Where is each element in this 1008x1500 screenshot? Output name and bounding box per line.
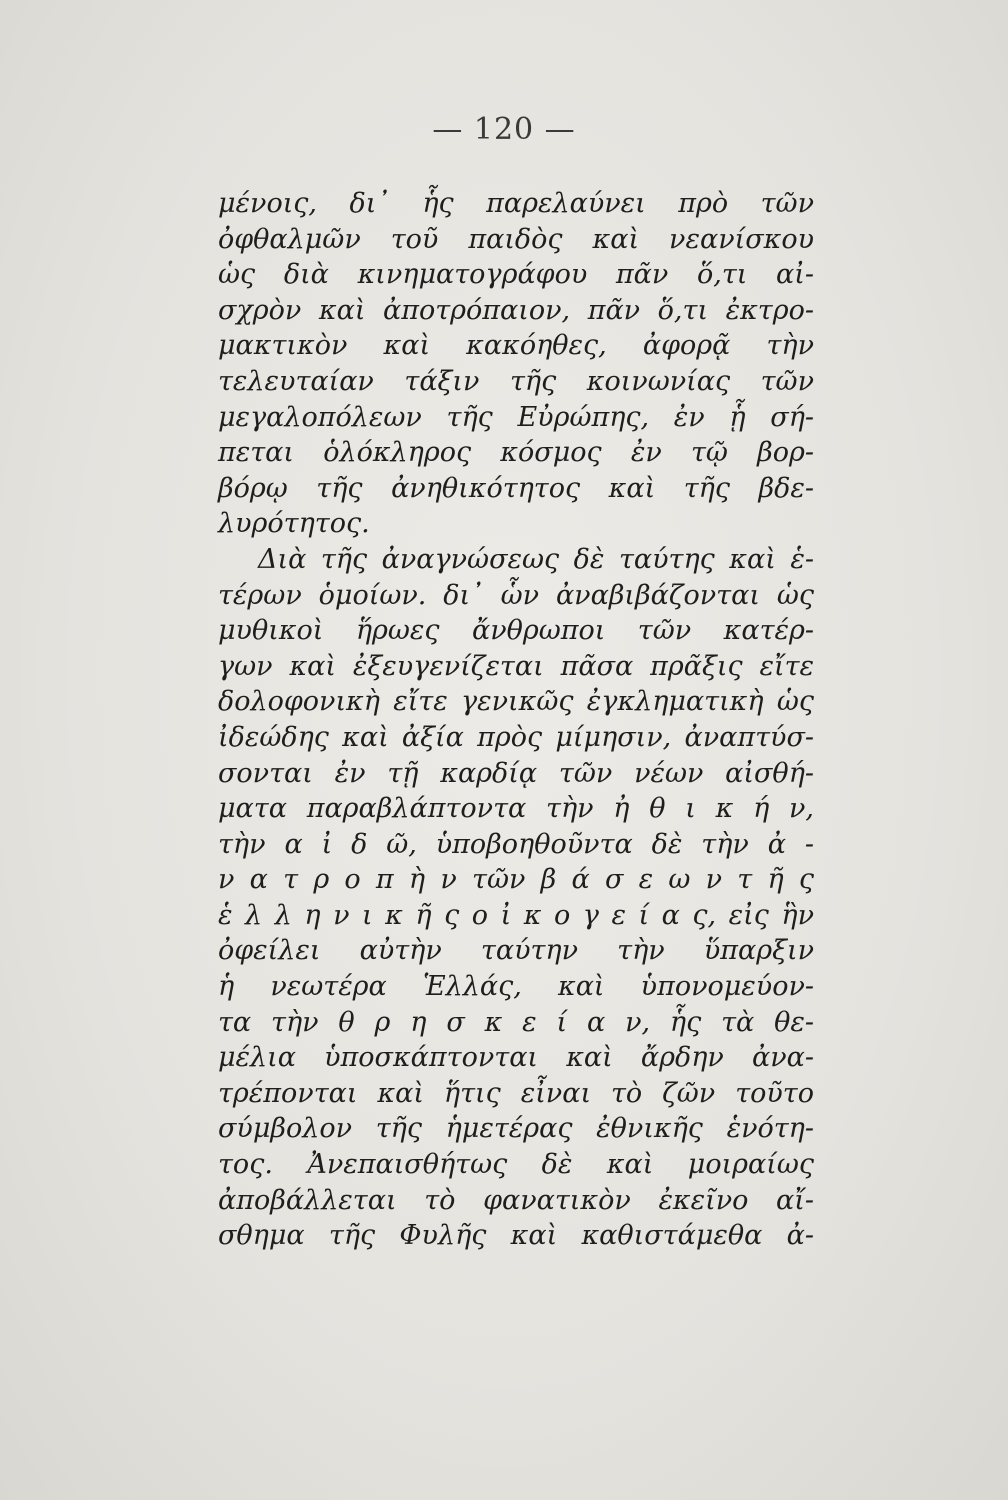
text-line: μέλια ὑποσκάπτονται καὶ ἄρδην ἀνα- — [218, 1042, 814, 1074]
text-line: ματα παραβλάπτοντα τὴν ἠ θ ι κ ή ν, — [218, 793, 814, 825]
text-line: σθημα τῆς Φυλῆς καὶ καθιστάμεθα ἀ- — [218, 1220, 814, 1252]
text-line: ὀφείλει αὐτὴν ταύτην τὴν ὕπαρξιν — [218, 935, 814, 967]
text-line: σονται ἐν τῇ καρδίᾳ τῶν νέων αἰσθή- — [218, 757, 814, 789]
text-line: ἡ νεωτέρα Ἑλλάς, καὶ ὑπονομεύον- — [218, 971, 814, 1003]
text-line: δολοφονικὴ εἴτε γενικῶς ἐγκληματικὴ ὡς — [218, 686, 814, 718]
text-line: τα τὴν θ ρ η σ κ ε ί α ν, ἧς τὰ θε- — [218, 1006, 814, 1038]
text-line: ὀφθαλμῶν τοῦ παιδὸς καὶ νεανίσκου — [218, 223, 814, 255]
text-line: πεται ὁλόκληρος κόσμος ἐν τῷ βορ- — [218, 437, 814, 469]
text-line: τρέπονται καὶ ἥτις εἶναι τὸ ζῶν τοῦτο — [218, 1077, 814, 1109]
text-line: ὡς διὰ κινηματογράφου πᾶν ὅ,τι αἰ- — [218, 259, 814, 291]
text-line: τος. Ἀνεπαισθήτως δὲ καὶ μοιραίως — [218, 1149, 814, 1181]
text-line: μένοις, δι᾽ ἧς παρελαύνει πρὸ τῶν — [218, 188, 814, 219]
text-line: τελευταίαν τάξιν τῆς κοινωνίας τῶν — [218, 365, 814, 397]
text-line: ἰδεώδης καὶ ἀξία πρὸς μίμησιν, ἀναπτύσ- — [218, 721, 814, 753]
text-line: σύμβολον τῆς ἡμετέρας ἐθνικῆς ἑνότη- — [218, 1113, 814, 1145]
text-line: γων καὶ ἐξευγενίζεται πᾶσα πρᾶξις εἴτε — [218, 650, 814, 682]
text-line: μακτικὸν καὶ κακόηθες, ἀφορᾷ τὴν — [218, 330, 814, 362]
text-line: ν α τ ρ ο π ὴ ν τῶν β ά σ ε ω ν τ ῆ ς — [218, 864, 814, 896]
text-line: λυρότητος. — [218, 508, 370, 540]
text-line: τέρων ὁμοίων. δι᾽ ὧν ἀναβιβάζονται ὡς — [218, 579, 814, 611]
paragraph-start-line: Διὰ τῆς ἀναγνώσεως δὲ ταύτης καὶ ἑ- — [258, 543, 814, 575]
text-line: τὴν α ἰ δ ῶ, ὑποβοηθοῦντα δὲ τὴν ἀ - — [218, 828, 814, 860]
text-line: μεγαλοπόλεων τῆς Εὐρώπης, ἐν ᾗ σή- — [218, 401, 814, 433]
text-line: ἀποβάλλεται τὸ φανατικὸν ἐκεῖνο αἴ- — [218, 1184, 814, 1216]
body-text — [218, 186, 814, 1254]
page-number: — 120 — — [432, 112, 576, 147]
text-line: σχρὸν καὶ ἀποτρόπαιον, πᾶν ὅ,τι ἐκτρο- — [218, 294, 814, 326]
text-line: ἑ λ λ η ν ι κ ῆ ς ο ἰ κ ο γ ε ί α ς, εἰς ἣν — [218, 899, 814, 931]
text-line: μυθικοὶ ἥρωες ἄνθρωποι τῶν κατέρ- — [218, 615, 814, 647]
text-line: βόρῳ τῆς ἀνηθικότητος καὶ τῆς βδε- — [218, 472, 814, 504]
